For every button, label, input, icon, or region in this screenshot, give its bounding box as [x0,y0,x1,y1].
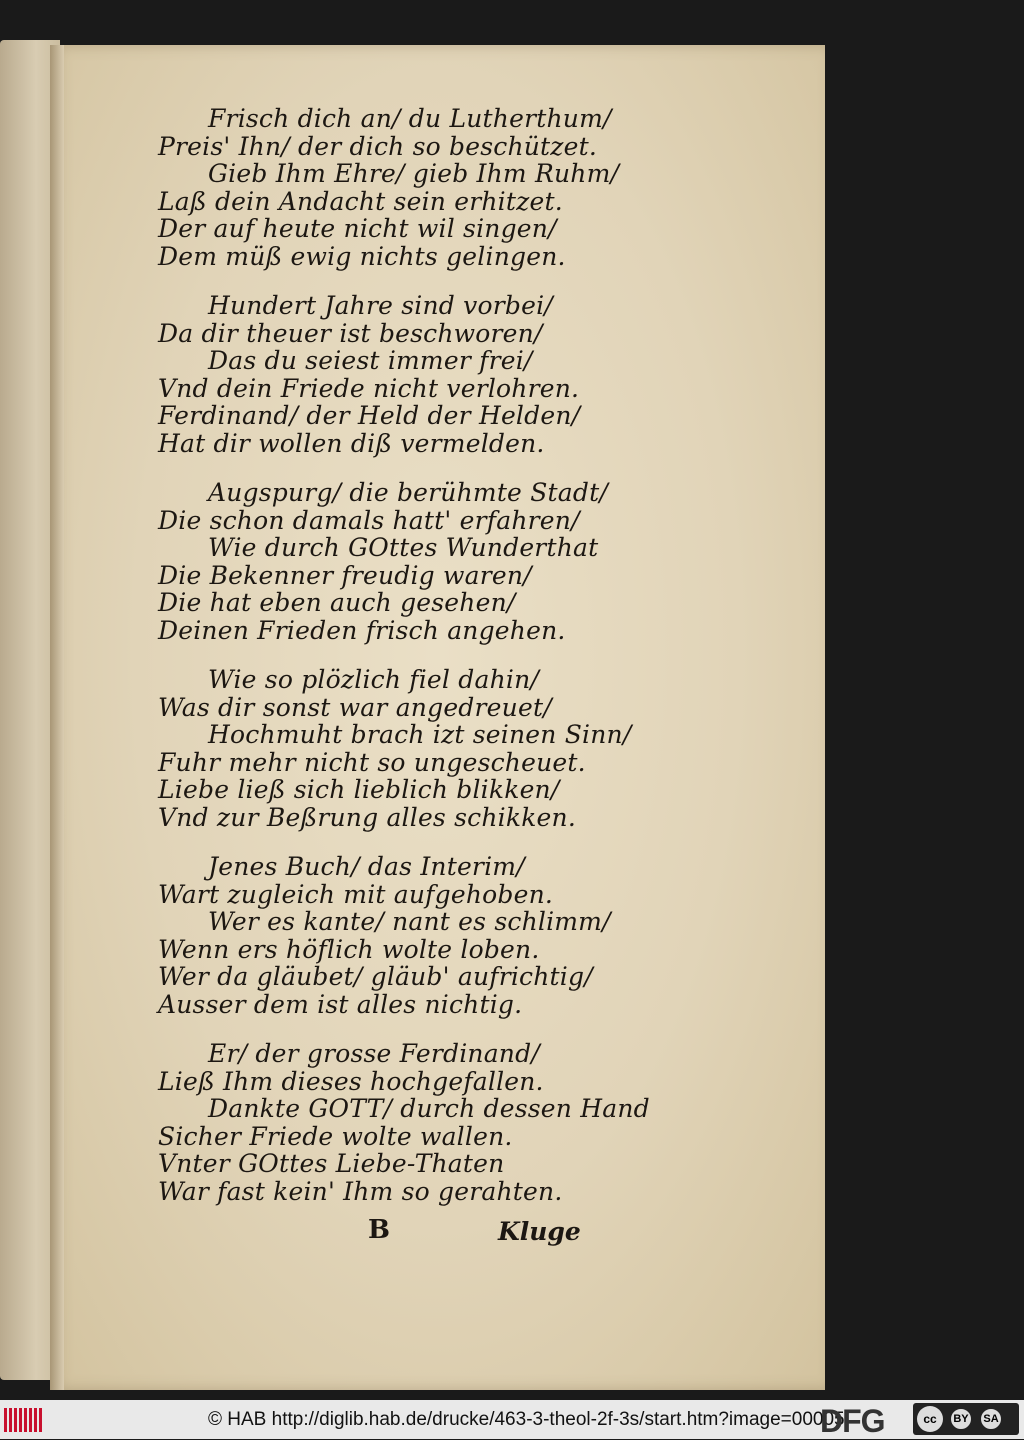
stanza [158,853,798,1018]
signature-mark: B [368,1215,390,1245]
citation-link[interactable]: © HAB http://diglib.hab.de/drucke/463-3-theol-2f-3s/start.htm?image=00005 [208,1408,845,1430]
verse-line: Die hat eben auch gesehen/ [158,588,516,617]
verse-line: Ferdinand/ der Held der Helden/ [158,401,581,430]
verse-line: Augspurg/ die berühmte Stadt/ [208,478,608,507]
verse-line: Der auf heute nicht wil singen/ [158,214,557,243]
verse-line: Wer da gläubet/ gläub' aufrichtig/ [158,962,593,991]
cc-license-badge[interactable] [913,1403,1019,1435]
verse-line: Wie durch GOttes Wunderthat [208,533,599,562]
verse-line: Vnd zur Beßrung alles schikken. [158,802,576,832]
verse-line: Jenes Buch/ das Interim/ [208,852,525,881]
verse-line: Ausser dem ist alles nichtig. [158,989,523,1019]
verse-line: Laß dein Andacht sein erhitzet. [158,186,563,216]
stanza [158,1040,798,1205]
verse-line: Vnter GOttes Liebe-Thaten [158,1149,505,1178]
stanza [158,105,798,270]
attribution-icon: BY [949,1407,973,1431]
stanza [158,292,798,457]
share-alike-icon: SA [979,1407,1003,1431]
verse-line: Hochmuht brach izt seinen Sinn/ [208,720,632,749]
verse-line: Hundert Jahre sind vorbei/ [208,291,553,320]
stanza [158,479,798,644]
verse-line: Er/ der grosse Ferdinand/ [208,1039,540,1068]
stanza [158,666,798,831]
verse-line: Hat dir wollen diß vermelden. [158,428,545,458]
verse-line: War fast kein' Ihm so gerahten. [158,1176,563,1206]
verse-line: Frisch dich an/ du Lutherthum/ [208,104,612,133]
hab-logo-icon[interactable] [4,1407,50,1433]
verse-line: Preis' Ihn/ der dich so beschützet. [158,131,598,161]
verse-line: Dem müß ewig nichts gelingen. [158,241,566,271]
verse-line: Deinen Frieden frisch angehen. [158,615,566,645]
verse-line: Dankte GOTT/ durch dessen Hand [208,1094,650,1123]
verse-line: Fuhr mehr nicht so ungescheuet. [158,747,586,777]
verse-line: Die schon damals hatt' erfahren/ [158,505,580,535]
verse-line: Wie so plözlich fiel dahin/ [208,665,539,694]
verse-line: Wenn ers höflich wolte loben. [158,934,540,964]
verse-line: Ließ Ihm dieses hochgefallen. [158,1066,544,1096]
poem-text [158,105,798,1227]
verse-line: Gieb Ihm Ehre/ gieb Ihm Ruhm/ [208,159,620,188]
cc-icon: cc [917,1406,943,1432]
verse-line: Die Bekenner freudig waren/ [158,560,532,590]
page-gutter [50,45,64,1390]
verse-line: Wart zugleich mit aufgehoben. [158,879,554,909]
verse-line: Das du seiest immer frei/ [208,346,533,375]
dfg-logo[interactable]: DFG [820,1403,885,1439]
verse-line: Was dir sonst war angedreuet/ [158,692,552,722]
verse-line: Da dir theuer ist beschworen/ [158,318,543,348]
verse-line: Wer es kante/ nant es schlimm/ [208,907,611,936]
verse-line: Liebe ließ sich lieblich blikken/ [158,775,560,804]
verse-line: Vnd dein Friede nicht verlohren. [158,373,580,403]
catchword: Kluge [498,1217,581,1246]
verse-line: Sicher Friede wolte wallen. [158,1121,513,1151]
